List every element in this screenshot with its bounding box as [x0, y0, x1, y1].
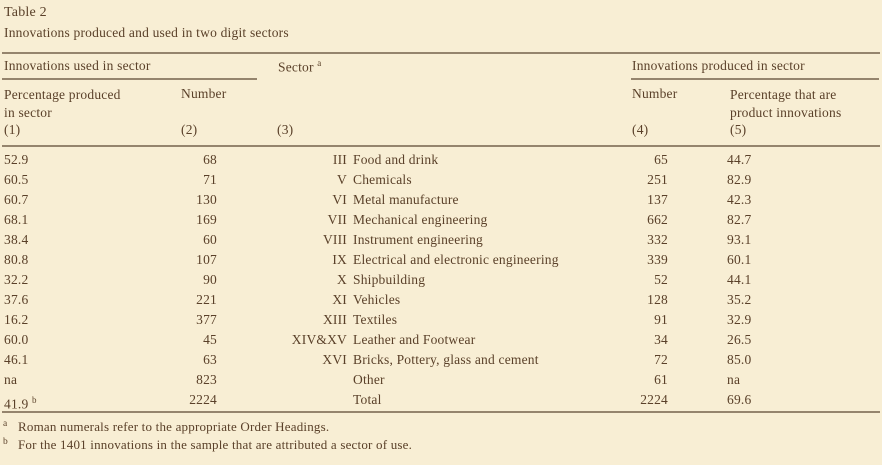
cell-pct-product: 60.1 — [727, 252, 752, 267]
column-index-4: (4) — [632, 122, 649, 137]
cell-sector-roman — [217, 370, 347, 390]
table-row — [0, 150, 882, 170]
cell-num-used: 2224 — [189, 392, 217, 407]
table-caption: Innovations produced and used in two digit sectors — [4, 25, 289, 40]
cell-num-produced: 137 — [647, 192, 668, 207]
cell-pct-product: 44.7 — [727, 152, 752, 167]
column-index-3: (3) — [277, 122, 294, 137]
rule-top — [2, 52, 880, 54]
cell-pct-used: na — [4, 372, 18, 387]
table-row — [0, 350, 882, 370]
cell-num-produced: 65 — [654, 152, 668, 167]
table-row — [0, 310, 882, 330]
cell-pct-used: 16.2 — [4, 312, 29, 327]
header-line: in sector — [4, 105, 52, 120]
cell-pct-used: 60.7 — [4, 192, 29, 207]
cell-pct-used: 32.2 — [4, 272, 29, 287]
cell-num-produced: 128 — [647, 292, 668, 307]
cell-num-used: 377 — [196, 312, 217, 327]
cell-sector-name: Electrical and electronic engineering — [353, 252, 559, 267]
cell-sector-name: Metal manufacture — [353, 192, 459, 207]
cell-pct-used: 68.1 — [4, 212, 29, 227]
cell-sector-roman: IX — [332, 252, 347, 267]
header-pct-produced-in-sector — [4, 86, 121, 122]
cell-sector-roman: XIII — [322, 312, 347, 327]
header-number-used: Number — [181, 86, 227, 101]
column-index-1: (1) — [4, 122, 21, 137]
cell-sector-name: Vehicles — [353, 292, 401, 307]
cell-num-used: 90 — [203, 272, 217, 287]
cell-num-used: 45 — [203, 332, 217, 347]
cell-num-produced: 662 — [647, 212, 668, 227]
cell-pct-product: 82.7 — [727, 212, 752, 227]
table-row — [0, 230, 882, 250]
cell-sector-roman: V — [337, 172, 347, 187]
cell-pct-product: 44.1 — [727, 272, 752, 287]
cell-num-produced: 332 — [647, 232, 668, 247]
cell-pct-used: 37.6 — [4, 292, 29, 307]
table-row — [0, 250, 882, 270]
footnote-ref-a: a — [317, 58, 322, 68]
cell-sector-name: Mechanical engineering — [353, 212, 488, 227]
cell-num-produced: 91 — [654, 312, 668, 327]
cell-pct-used: 60.5 — [4, 172, 29, 187]
cell-sector-name: Other — [353, 372, 385, 387]
table-row — [0, 190, 882, 210]
cell-num-used: 68 — [203, 152, 217, 167]
footnote-a — [3, 419, 329, 435]
cell-num-used: 169 — [196, 212, 217, 227]
cell-pct-used: 80.8 — [4, 252, 29, 267]
header-number-produced: Number — [632, 86, 678, 101]
cell-pct-product: 82.9 — [727, 172, 752, 187]
footnote-a-text: Roman numerals refer to the appropriate Order Headings. — [18, 419, 330, 434]
cell-pct-product: 42.3 — [727, 192, 752, 207]
header-line: Percentage produced — [4, 87, 121, 102]
rule-under-used-group — [2, 78, 257, 80]
cell-pct-product: 69.6 — [727, 392, 752, 407]
cell-num-produced: 61 — [654, 372, 668, 387]
cell-num-used: 63 — [203, 352, 217, 367]
column-index-5: (5) — [730, 122, 747, 137]
cell-sector-name: Food and drink — [353, 152, 439, 167]
footnote-b-marker: b — [3, 437, 8, 447]
cell-sector-roman: XIV&XV — [291, 332, 347, 347]
cell-sector-roman: VIII — [322, 232, 347, 247]
cell-num-produced: 251 — [647, 172, 668, 187]
cell-num-used: 221 — [196, 292, 217, 307]
cell-num-used: 823 — [196, 372, 217, 387]
table-row — [0, 270, 882, 290]
rule-under-produced-group — [631, 78, 879, 80]
col-group-produced: Innovations produced in sector — [632, 58, 805, 73]
cell-sector-name: Bricks, Pottery, glass and cement — [353, 352, 539, 367]
cell-pct-product: 85.0 — [727, 352, 752, 367]
table-body — [0, 150, 882, 410]
column-index-2: (2) — [181, 122, 198, 137]
cell-sector-name: Leather and Footwear — [353, 332, 476, 347]
rule-table-bottom — [2, 411, 880, 413]
footnote-b — [3, 437, 412, 453]
cell-pct-product: 93.1 — [727, 232, 752, 247]
total-pct-value: 41.9 — [4, 396, 29, 412]
cell-sector-name: Total — [353, 392, 382, 407]
cell-sector-name: Textiles — [353, 312, 398, 327]
table-row — [0, 290, 882, 310]
cell-sector-roman — [217, 390, 347, 410]
cell-num-produced: 72 — [654, 352, 668, 367]
table-row — [0, 370, 882, 390]
table-label: Table 2 — [4, 5, 47, 20]
header-line: product innovations — [730, 105, 842, 120]
cell-pct-product: 26.5 — [727, 332, 752, 347]
cell-num-used: 60 — [203, 232, 217, 247]
cell-num-used: 71 — [203, 172, 217, 187]
footnote-b-text: For the 1401 innovations in the sample that are attributed a sector of use. — [18, 437, 413, 452]
cell-sector-roman: XI — [332, 292, 347, 307]
col-group-sector: Sector $^a$ — [278, 58, 322, 75]
cell-pct-used: 52.9 — [4, 152, 29, 167]
cell-sector-roman: III — [332, 152, 347, 167]
cell-pct-product: 32.9 — [727, 312, 752, 327]
cell-sector-roman: XVI — [322, 352, 347, 367]
footnote-ref-b: b — [32, 395, 37, 405]
table-row — [0, 210, 882, 230]
header-line: Percentage that are — [730, 87, 837, 102]
cell-pct-used: 38.4 — [4, 232, 29, 247]
col-group-used: Innovations used in sector — [4, 58, 151, 73]
cell-sector-name: Instrument engineering — [353, 232, 483, 247]
cell-num-produced: 34 — [654, 332, 668, 347]
cell-num-produced: 339 — [647, 252, 668, 267]
header-pct-product-innovations — [730, 86, 841, 122]
cell-sector-roman: X — [337, 272, 347, 287]
cell-pct-product: 35.2 — [727, 292, 752, 307]
cell-sector-roman: VI — [332, 192, 347, 207]
table-row — [0, 170, 882, 190]
cell-sector-name: Shipbuilding — [353, 272, 426, 287]
cell-pct-used — [0, 390, 144, 410]
cell-num-produced: 52 — [654, 272, 668, 287]
cell-num-produced: 2224 — [640, 392, 668, 407]
cell-sector-name: Chemicals — [353, 172, 412, 187]
cell-num-used: 130 — [196, 192, 217, 207]
cell-pct-product: na — [727, 372, 741, 387]
table-row-total — [0, 390, 882, 410]
cell-sector-roman: VII — [327, 212, 347, 227]
cell-pct-used: 46.1 — [4, 352, 29, 367]
rule-header-bottom — [2, 145, 880, 147]
footnote-a-marker: a — [3, 419, 8, 429]
cell-num-used: 107 — [196, 252, 217, 267]
table-row — [0, 330, 882, 350]
cell-pct-used: 60.0 — [4, 332, 29, 347]
